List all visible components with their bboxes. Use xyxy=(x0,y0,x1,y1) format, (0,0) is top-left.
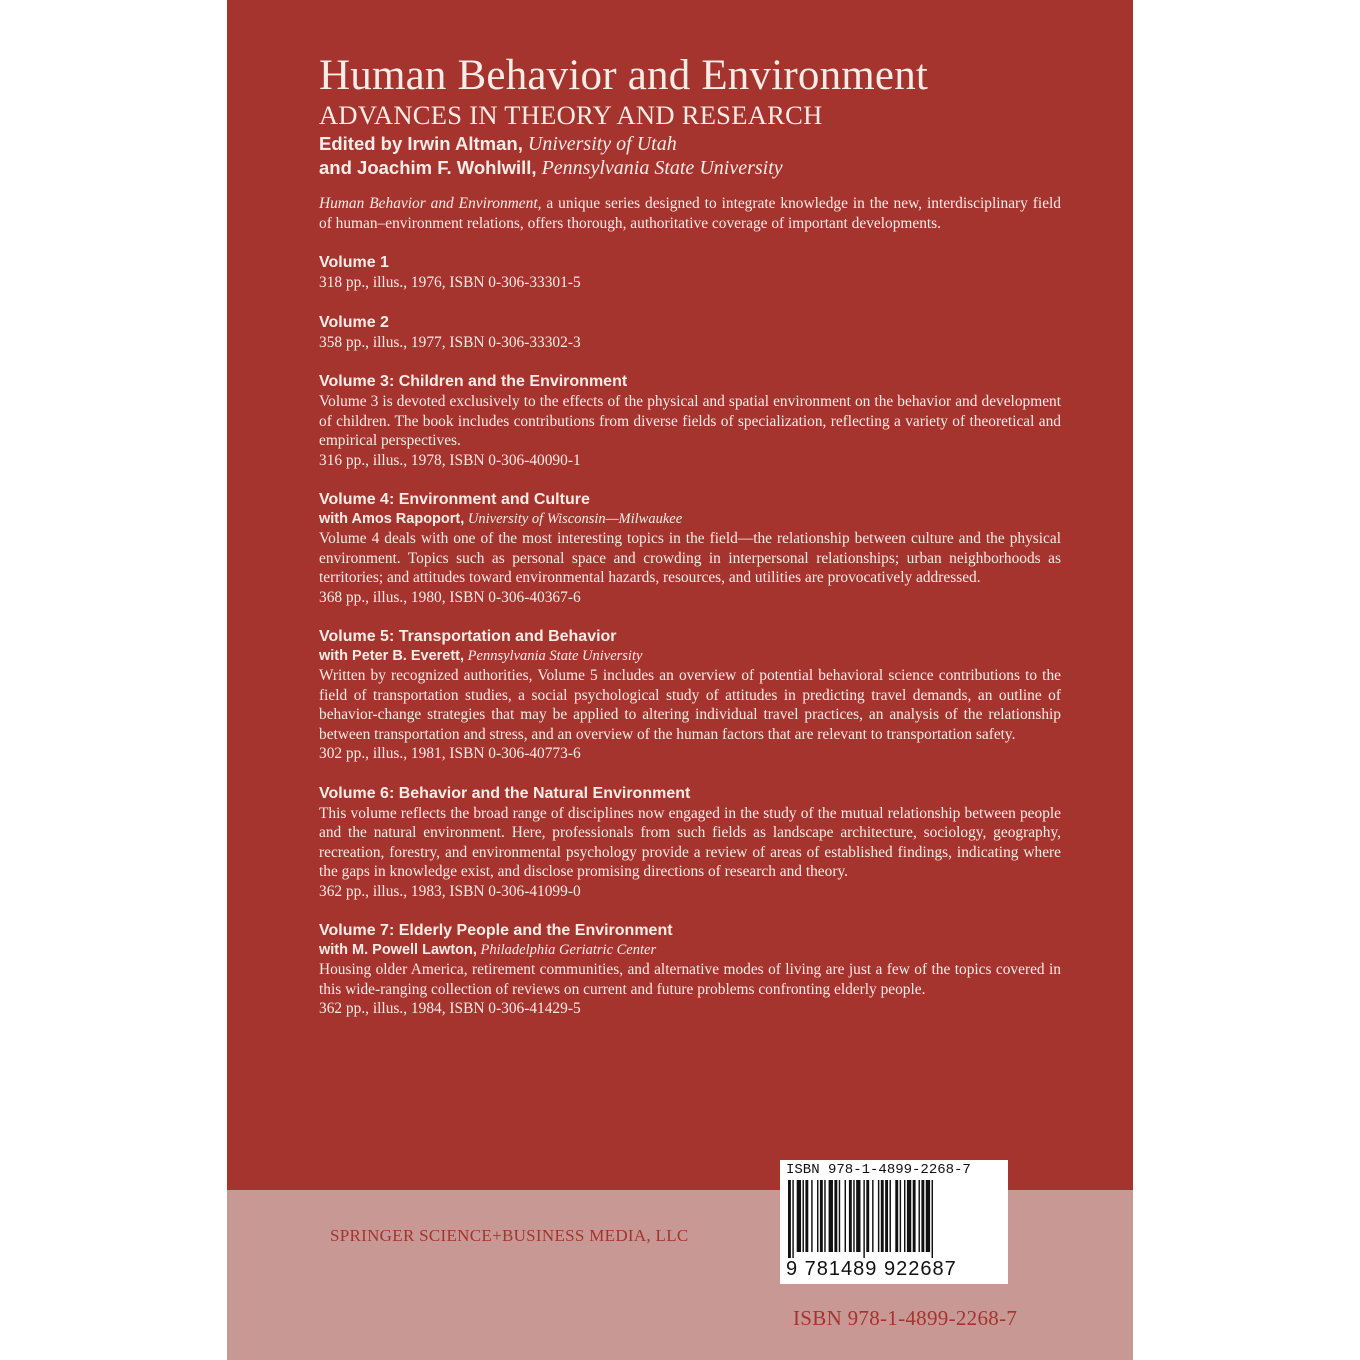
editor-1-affiliation: University of Utah xyxy=(527,133,677,155)
editor-2-name: and Joachim F. Wohlwill, xyxy=(319,157,537,178)
volume-heading: Volume 4: Environment and Culture xyxy=(319,491,590,508)
volume-heading: Volume 1 xyxy=(319,254,389,271)
volume-heading: Volume 2 xyxy=(319,313,389,331)
cover-content xyxy=(319,52,1061,1019)
barcode-bar xyxy=(863,1180,864,1258)
volume-description: Housing older America, retirement communities, and alternative modes of living are just a few of the topics covered in this wide-ranging collection of reviews on current and future problems confronting elderly people. xyxy=(319,961,1061,998)
volume-heading: Volume 7: Elderly People and the Environment xyxy=(319,922,673,939)
coeditor-affiliation: University of Wisconsin—Milwaukee xyxy=(467,511,683,527)
volume-coeditor xyxy=(319,941,1061,960)
coeditor-name: with M. Powell Lawton, xyxy=(319,942,477,958)
volume-details: 362 pp., illus., 1983, ISBN 0-306-41099-0 xyxy=(319,882,581,900)
barcode-bar xyxy=(788,1180,791,1258)
barcode-bar xyxy=(845,1180,846,1252)
isbn-text: ISBN 978-1-4899-2268-7 xyxy=(793,1306,1018,1330)
barcode-bar xyxy=(872,1180,873,1252)
barcode-bar xyxy=(820,1180,823,1252)
barcode-bar xyxy=(805,1180,808,1252)
barcode-bar xyxy=(803,1180,804,1252)
volume-heading: Volume 3: Children and the Environment xyxy=(319,373,628,390)
barcode-bar xyxy=(890,1180,891,1252)
barcode-bar xyxy=(817,1180,818,1252)
volume-entry xyxy=(319,372,1061,470)
series-subtitle: ADVANCES IN THEORY AND RESEARCH xyxy=(319,100,823,130)
volume-entry xyxy=(319,253,1061,293)
barcode-bar xyxy=(853,1180,854,1252)
barcode-bar xyxy=(913,1180,916,1252)
volume-entry xyxy=(319,627,1061,764)
series-description xyxy=(319,194,1061,233)
barcode-bar xyxy=(932,1180,933,1258)
barcode-bar xyxy=(849,1180,852,1252)
volume-list xyxy=(319,253,1061,1019)
barcode-bar xyxy=(834,1180,837,1252)
barcode-number: 9 781489 922687 xyxy=(786,1258,957,1280)
barcode-bar xyxy=(919,1180,920,1252)
editor-1 xyxy=(319,132,1061,156)
barcode xyxy=(780,1160,1008,1284)
editors xyxy=(319,132,1061,180)
editor-2 xyxy=(319,156,1061,180)
barcode-bar xyxy=(839,1180,840,1252)
coeditor-name: with Peter B. Everett, xyxy=(319,648,465,664)
barcode-bar xyxy=(797,1180,801,1252)
volume-entry xyxy=(319,490,1061,607)
volume-details: 358 pp., illus., 1977, ISBN 0-306-33302-3 xyxy=(319,333,581,351)
volume-entry xyxy=(319,784,1061,902)
barcode-bar xyxy=(921,1180,924,1252)
barcode-bar xyxy=(878,1180,879,1252)
series-description-title: Human Behavior and Environment, xyxy=(319,195,542,212)
volume-description: Volume 3 is devoted exclusively to the effects of the physical and spatial environment on the behavior and development of children. The book includes contributions from diverse fields of specialization, reflecting a variety of theoretical and empirical perspectives. xyxy=(319,393,1061,449)
volume-entry xyxy=(319,313,1061,353)
volume-details: 318 pp., illus., 1976, ISBN 0-306-33301-5 xyxy=(319,274,581,291)
barcode-bar xyxy=(881,1180,884,1252)
publisher-name: SPRINGER SCIENCE+BUSINESS MEDIA, LLC xyxy=(330,1226,689,1245)
volume-entry xyxy=(319,921,1061,1019)
volume-coeditor xyxy=(319,510,1061,529)
volume-heading: Volume 6: Behavior and the Natural Environment xyxy=(319,784,691,802)
barcode-bar xyxy=(900,1180,901,1252)
volume-details: 362 pp., illus., 1984, ISBN 0-306-41429-5 xyxy=(319,1000,581,1017)
volume-description: Written by recognized authorities, Volume 5 includes an overview of potential behavioral science contributions to the field of transportation studies, a social psychological study of attitudes in predicting travel demands, an outline of behavior-change strategies that may be applied to altering individual travel practices, an analysis of the relationship between transportation and stress, and an overview of the human factors that are relevant to transportation safety. xyxy=(319,667,1061,743)
barcode-bar xyxy=(885,1180,888,1252)
barcode-bar xyxy=(926,1180,930,1252)
barcode-bar xyxy=(866,1180,869,1252)
volume-details: 368 pp., illus., 1980, ISBN 0-306-40367-6 xyxy=(319,588,581,606)
series-title: Human Behavior and Environment xyxy=(319,52,929,99)
volume-description: Volume 4 deals with one of the most interesting topics in the field—the relationship between culture and the physical environment. Topics such as personal space and crowding in interpersonal relationships; urban neighborhoods as territories; and attitudes toward environmental hazards, resources, and utilities are provocatively addressed. xyxy=(319,530,1061,586)
volume-description: This volume reflects the broad range of disciplines now engaged in the study of the mutual relationship between people and the natural environment. Here, professionals from such fields as landscape architecture, sociology, geography, recreation, forestry, and environmental psychology provide a review of areas of established findings, indicating where the gaps in knowledge exist, and disclose promising directions of research and theory. xyxy=(319,804,1061,880)
coeditor-name: with Amos Rapoport, xyxy=(319,511,465,527)
barcode-bar xyxy=(792,1180,793,1258)
volume-details: 316 pp., illus., 1978, ISBN 0-306-40090-1 xyxy=(319,451,581,469)
series-description-text: a unique series designed to integrate knowledge in the new, interdisciplinary field of human–environment relations, offers thorough, authoritative coverage of important developments. xyxy=(319,195,1062,232)
barcode-isbn-label: ISBN 978-1-4899-2268-7 xyxy=(786,1162,971,1178)
volume-details: 302 pp., illus., 1981, ISBN 0-306-40773-6 xyxy=(319,745,581,762)
barcode-bar xyxy=(824,1180,825,1252)
volume-heading: Volume 5: Transportation and Behavior xyxy=(319,628,617,645)
barcode-bar xyxy=(895,1180,898,1252)
editor-1-name: Edited by Irwin Altman, xyxy=(319,133,523,154)
volume-coeditor xyxy=(319,647,1061,666)
book-back-cover xyxy=(227,0,1133,1360)
barcode-bar xyxy=(856,1180,860,1252)
coeditor-affiliation: Philadelphia Geriatric Center xyxy=(480,942,657,958)
barcode-bar xyxy=(907,1180,911,1252)
editor-2-affiliation: Pennsylvania State University xyxy=(541,157,783,179)
barcode-bar xyxy=(904,1180,905,1252)
barcode-bar xyxy=(829,1180,833,1252)
barcode-bar xyxy=(811,1180,812,1252)
barcode-bars xyxy=(788,1180,1000,1258)
coeditor-affiliation: Pennsylvania State University xyxy=(467,648,643,664)
